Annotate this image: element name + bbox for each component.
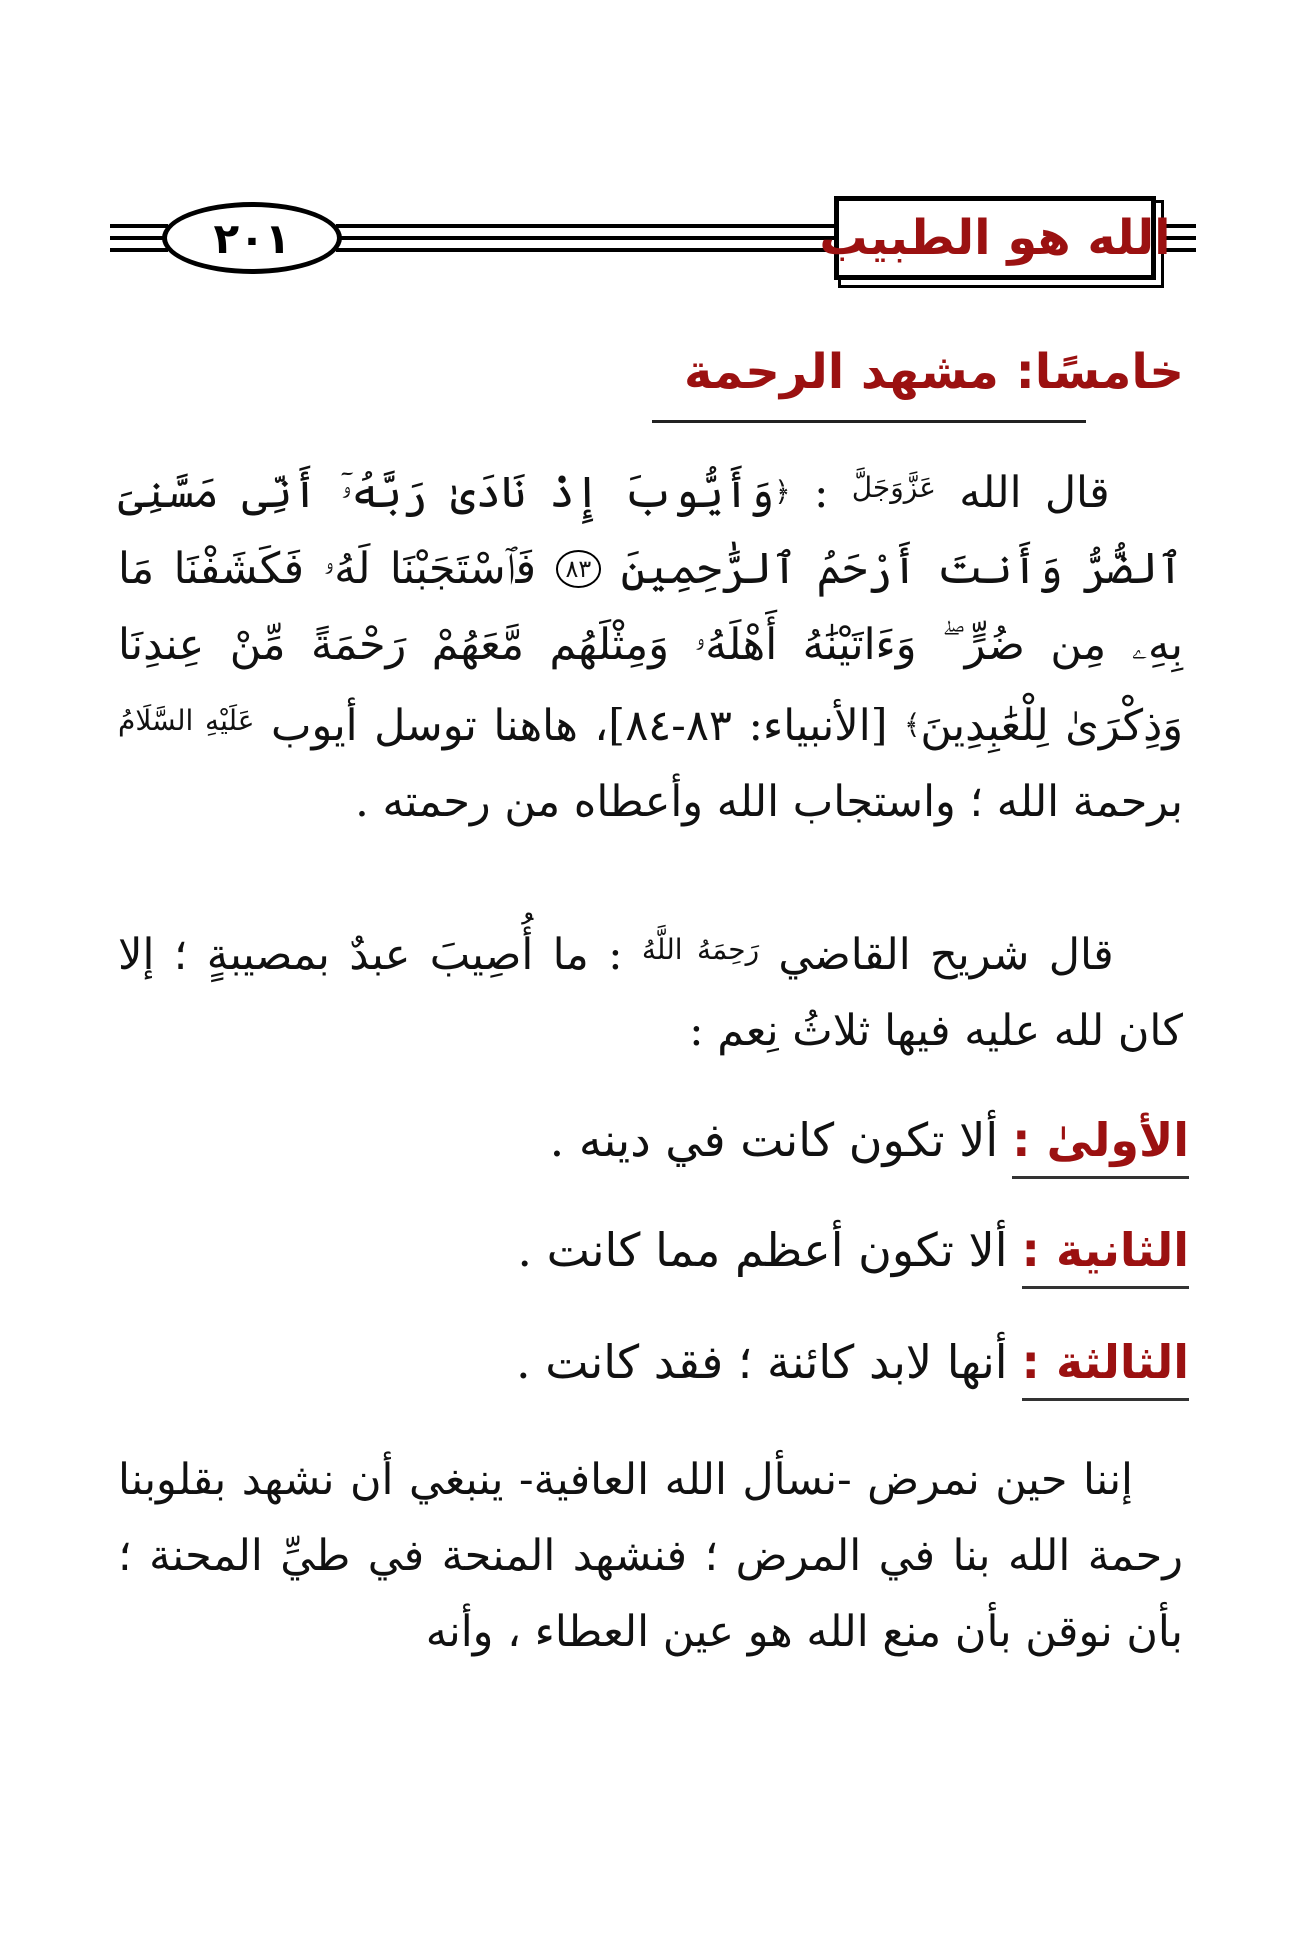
paragraph bbox=[118, 450, 1183, 840]
book-title: الله هو الطبيب bbox=[819, 210, 1171, 266]
quote-text: : ما أُصِيبَ عبدٌ بمصيبةٍ ؛ إلا كان لله عليه فيها ثلاثُ نِعم : bbox=[118, 930, 1183, 1056]
list-item-text: ألا تكون أعظم مما كانت . bbox=[517, 1223, 1008, 1277]
header-rule bbox=[110, 224, 168, 228]
list-item-label: الأولىٰ : bbox=[1012, 1110, 1189, 1179]
header-rule bbox=[336, 248, 836, 252]
colon: : bbox=[813, 468, 829, 518]
section-heading: خامسًا: مشهد الرحمة bbox=[683, 344, 1184, 400]
honorific: عَلَيْهِ السَّلَامُ bbox=[118, 704, 255, 737]
header-rule bbox=[336, 224, 836, 228]
header-rule bbox=[110, 236, 168, 240]
quran-verse: وَأَيُّوبَ إِذْ نَادَىٰ رَبَّهُۥٓ أَنِّى مَسَّنِىَ ٱلضُّرُّ وَأَنتَ أَرْحَمُ ٱلرَّٰحِمِينَ bbox=[118, 468, 1183, 594]
list-item-label: الثالثة : bbox=[1022, 1332, 1189, 1401]
verse-citation: [الأنبياء: ٨٣-٨٤] bbox=[608, 701, 888, 751]
list-item bbox=[550, 1100, 1189, 1180]
honorific: عَزَّوَجَلَّ bbox=[851, 471, 936, 504]
paragraph-text: إننا حين نمرض -نسأل الله العافية- ينبغي أن نشهد بقلوبنا رحمة الله بنا في المرض ؛ فنشهد المنحة في طيِّ المحنة ؛ بأن نوقن بأن منع الله هو عين العطاء ، وأنه bbox=[118, 1455, 1183, 1657]
paragraph bbox=[118, 912, 1183, 1069]
book-title-box bbox=[819, 196, 1171, 280]
list-item bbox=[517, 1210, 1189, 1290]
honorific: رَحِمَهُ اللَّهُ bbox=[641, 933, 760, 966]
commentary: ، هاهنا توسل أيوب bbox=[271, 701, 609, 751]
quote-paragraph bbox=[118, 912, 1183, 1069]
list-item bbox=[516, 1322, 1189, 1402]
quran-verse: فَٱسْتَجَبْنَا لَهُۥ فَكَشَفْنَا مَا بِهِۦ مِن ضُرٍّ ۖ وَءَاتَيْنَٰهُ أَهْلَهُۥ وَمِثْلَهُم مَّعَهُمْ رَحْمَةً مِّنْ عِندِنَا وَذِكْرَىٰ لِلْعَٰبِدِينَ bbox=[118, 544, 1183, 751]
paragraph bbox=[118, 1442, 1183, 1670]
commentary: برحمة الله ؛ واستجاب الله وأعطاه من رحمته . bbox=[355, 777, 1183, 827]
page-number-badge bbox=[162, 202, 342, 274]
intro-text: قال الله bbox=[959, 468, 1110, 518]
verse-paragraph bbox=[118, 450, 1183, 840]
page-number: ٢٠١ bbox=[213, 213, 291, 263]
header-rule bbox=[336, 236, 836, 240]
ayah-number-marker: ٨٣ bbox=[556, 550, 602, 588]
heading-underline bbox=[652, 420, 1086, 423]
page-header bbox=[110, 196, 1196, 288]
header-rule bbox=[110, 248, 168, 252]
list-item-label: الثانية : bbox=[1022, 1220, 1189, 1289]
list-item-text: ألا تكون كانت في دينه . bbox=[549, 1113, 999, 1167]
open-bracket: ﴿ bbox=[774, 475, 791, 508]
list-item-text: أنها لابد كائنة ؛ فقد كانت . bbox=[516, 1335, 1008, 1389]
intro-text: قال شريح القاضي bbox=[778, 930, 1114, 980]
closing-paragraph bbox=[118, 1442, 1183, 1670]
close-bracket: ﴾ bbox=[904, 708, 921, 741]
